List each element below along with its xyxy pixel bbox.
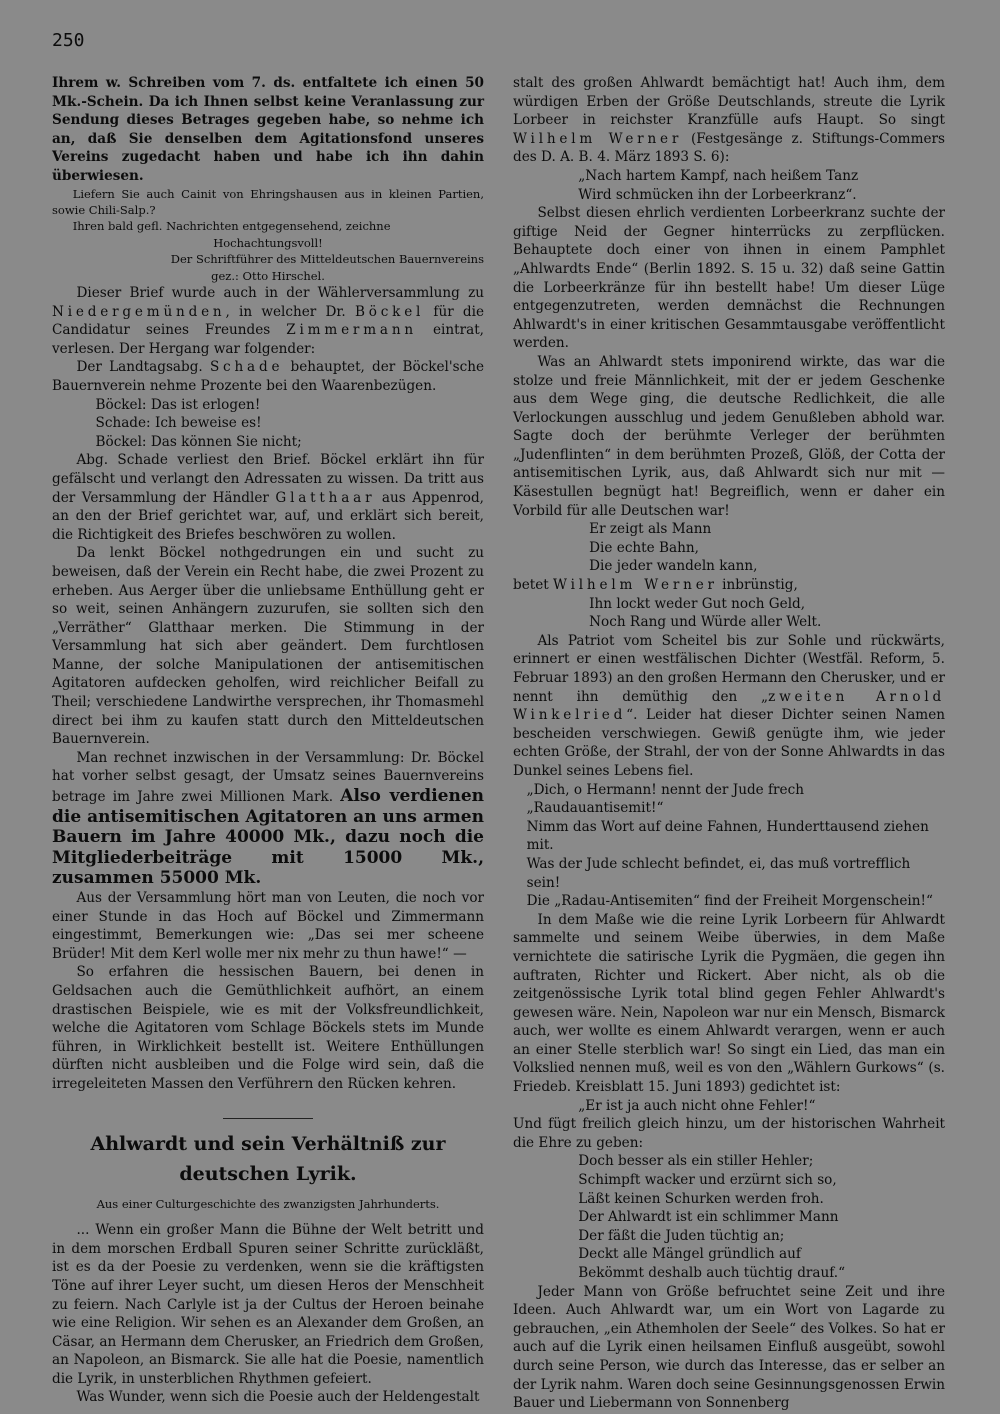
body-paragraph: Selbst diesen ehrlich verdienten Lorbeerkranz suchte der giftige Neid der Gegner hinterrücks zu zerpflücken. Behauptete doch einer von ihnen in einem Pamphlet „Ahlwardts Ende“ (Berlin 1892. S. 15 u. 32) daß seine Gattin die Lorbeerkränze für ihn bestellt habe! Um dieser Lüge entgegenzutreten, werden demnächst die Rechnungen Ahlwardt's in einer kritischen Gesammtausgabe veröffentlicht werden. — [513, 205, 945, 352]
article-subheading: Aus einer Culturgeschichte des zwanzigsten Jahrhunderts. — [96, 1196, 440, 1211]
article-heading: Ahlwardt und sein Verhältniß zur deutschen Lyrik. — [90, 1132, 446, 1185]
body-paragraph: Und fügt freilich gleich hinzu, um der historischen Wahrheit die Ehre zu geben: — [513, 1116, 945, 1151]
body-paragraph: stalt des großen Ahlwardt bemächtigt hat! Auch ihm, dem würdigen Erben der Größe Deutschlands, streute die Lyrik Lorbeer in reichster Kranzfülle aufs Haupt. So singt Wilhelm Werner (Festgesänge z. Stiftungs-Commers des D. A. B. 4. März 1893 S. 6): — [513, 75, 945, 166]
letter-bold-text: Ihrem w. Schreiben vom 7. ds. entfaltete ich einen 50 Mk.-Schein. Da ich Ihnen selbst keine Veranlassung zur Sendung dieses Betrages gegeben habe, so nehme ich an, daß Sie denselben dem Agitationsfond unseres Vereins zugedacht haben und habe ich ihn dahin überwiesen. — [52, 75, 484, 184]
body-paragraph: Abg. Schade verliest den Brief. Böckel erklärt ihn für gefälscht und verlangt den Adressaten zu wissen. Da tritt aus der Versammlung der Händler Glatthaar aus Appenrod, an den der Brief gerichtet war, auf, und erklärt sich bereit, die Richtigkeit des Briefes beschwören zu wollen. — [52, 452, 484, 543]
dialog-line: Böckel: Das ist erlogen! — [95, 396, 261, 413]
body-paragraph: Als Patriot vom Scheitel bis zur Sohle und rückwärts, erinnert er einen westfälischen Dichter (Westfäl. Reform, 5. Februar 1893) an den großen Hermann den Cherusker, und er nennt ihn demüthig den „zweiten Arnold Winkelried“. Leider hat dieser Dichter seinen Namen bescheiden verschwiegen. Gewiß genügte ihm, wie jeder echten Größe, der Strahl, der von der Sonne Ahlwardts in das Dunkel seines Lebens fiel. — [513, 632, 945, 779]
body-paragraph: Man rechnet inzwischen in der Versammlung: Dr. Böckel hat vorher selbst gesagt, der Umsatz seines Bauernvereins betrage im Jahre zwei Millionen Mark. Also verdienen die antisemitischen Agitatoren an uns armen Bauern im Jahre 40000 Mk., dazu noch die Mitgliederbeiträge mit 15000 Mk., zusammen 55000 Mk. — [52, 749, 484, 889]
letter-signature-name: gez.: Otto Hirschel. — [211, 268, 325, 283]
body-paragraph: ... Wenn ein großer Mann die Bühne der Welt betritt und in dem morschen Erdball Spuren seiner Schritte zurückläßt, ist es da der Poesie zu verdenken, wenn sie die kräftigsten Töne auf ihrer Leyer sucht, um diesen Heros der Menschheit zu feiern. Nach Carlyle ist ja der Cultus der Heroen beinahe wie eine Religion. Wir sehen es an Alexander dem Großen, an Cäsar, an Hermann dem Cherusker, an Friedrich dem Großen, an Napoleon, an Bismarck. Sie alle hat die Poesie, namentlich die Lyrik, in unsterblichen Rhythmen gefeiert. — [52, 1222, 484, 1387]
dialog-line: Schade: Ich beweise es! — [95, 415, 262, 432]
body-paragraph: Was an Ahlwardt stets imponirend wirkte, das war die stolze und freie Männlichkeit, mit der er jedem Geschenke aus dem Wege ging, die deutsche Redlichkeit, die alle Verlockungen ausschlug und jedem Genußleben abhold war. Sagte doch der berühmte Verleger der berühmten „Judenflinten“ in dem berühmten Prozeß, Glöß, der Cotta der antisemitischen Lyrik, aus, daß Ahlwardt sich nur mit — Käsestullen begnügt hat! Begreiflich, wenn er daher ein Vorbild für alle Deutschen war! — [513, 353, 945, 519]
verse-quote: Doch besser als ein stiller Hehler; Schimpft wacker und erzürnt sich so, Läßt keinen Schurken werden froh. — [578, 1153, 837, 1207]
verse-quote: „Dich, o Hermann! nennt der Jude frech „Raudauantisemit!“ Nimm das Wort auf deine Fahnen, Hunderttausend ziehen mit. Was der Jude schlecht befindet, ei, das muß vortrefflich sein! Die „Radau-Antisemiten“ find der Freiheit Morgenschein!“ — [526, 781, 933, 910]
body-paragraph: So erfahren die hessischen Bauern, bei denen in Geldsachen auch die Gemüthlichkeit aufhört, an einem drastischen Beispiele, wie es mit der Volksfreundlichkeit, welche die Agitatoren vom Schlage Böckels stets im Munde führen, in Wirklichkeit bestellt ist. Weitere Enthüllungen dürften nicht ausbleiben und die Folge wird sein, daß die irregeleiteten Massen den Verführern den Rücken kehren. — [52, 964, 484, 1092]
page-number: 250 — [52, 30, 85, 51]
body-paragraph: Der Landtagsabg. Schade behauptet, der Böckel'sche Bauernverein nehme Prozente bei den Waarenbezügen. — [52, 359, 485, 394]
body-paragraph: In dem Maße wie die reine Lyrik Lorbeern für Ahlwardt sammelte und seinem Weibe überwies, in dem Maße vernichtete die satirische Lyrik die Pygmäen, die gegen ihn auftraten, Richter und Rickert. Aber nicht, als ob die zeitgenössische Lyrik total blind gegen Fehler Ahlwardt's gewesen wäre. Nein, Napoleon war nur ein Mensch, Bismarck auch, wer wollte es einem Ahlwardt verargen, wenn er auch an einer Stelle sterblich war! So singt ein Lied, das man ein Volkslied nennen muß, weil es von den „Wählern Gurkows“ (s. Friedeb. Kreisblatt 15. Juni 1893) gedichtet ist: — [513, 911, 945, 1096]
right-column — [513, 74, 945, 1413]
verse-quote: „Nach hartem Kampf, nach heißem Tanz Wird schmücken ihn der Lorbeerkranz“. — [578, 167, 859, 203]
verse-quote: Ihn lockt weder Gut noch Geld, Noch Rang und Würde aller Welt. — [589, 595, 822, 631]
body-paragraph: Was Wunder, wenn sich die Poesie auch der Heldengestalt — [76, 1389, 480, 1406]
body-paragraph: Aus der Versammlung hört man von Leuten, die noch vor einer Stunde in das Hoch auf Böckel und Zimmermann eingestimmt, Bemerkungen wie: „Das sei mer scheene Brüder! Mit dem Kerl wolle mer nix mehr zu thun hawe!“ — — [52, 890, 484, 962]
left-column — [52, 74, 484, 1407]
section-divider — [223, 1118, 313, 1119]
body-paragraph: Jeder Mann von Größe befruchtet seine Zeit und ihre Ideen. Auch Ahlwardt war, um ein Wort von Lagarde zu gebrauchen, „ein Athemholen der Seele“ des Volkes. So hat er auch auf die Lyrik einen heilsamen Einfluß ausgeübt, sowohl durch seine Person, wie durch das Interesse, das er selber an der Lyrik nahm. Waren doch seine Gesinnungsgenossen Erwin Bauer und Liebermann von Sonnenberg — [513, 1283, 946, 1412]
letter-closing: Hochachtungsvoll! — [213, 235, 323, 250]
letter-paragraph: Liefern Sie auch Cainit von Ehringshausen aus in kleinen Partien, sowie Chili-Salp.? — [52, 186, 484, 217]
verse-quote: „Er ist ja auch nicht ohne Fehler!“ — [578, 1097, 816, 1114]
body-paragraph: betet Wilhelm Werner inbrünstig, — [513, 577, 798, 594]
verse-quote: Der Ahlwardt ist ein schlimmer Mann Der fäßt die Juden tüchtig an; Deckt alle Mängel gründlich auf Bekömmt deshalb auch tüchtig drauf.“ — [578, 1209, 846, 1281]
body-paragraph: Da lenkt Böckel nothgedrungen ein und sucht zu beweisen, daß der Verein ein Recht habe, die zwei Prozent zu erheben. Aus Aerger über die unliebsame Enthüllung geht er so weit, seinen Anhängern zuzurufen, sie sollten sich den „Verräther“ Glatthaar merken. Die Stimmung in der Versammlung hat sich aber geändert. Dem furchtlosen Manne, der solche Manipulationen der antisemitischen Agitatoren aufdecken geholfen, wird reichlicher Beifall zu Theil; verschiedene Landwirthe versprechen, ihr Thomasmehl direct bei ihm zu kaufen statt durch den Mitteldeutschen Bauernverein. — [52, 545, 484, 748]
verse-quote: Er zeigt als Mann Die echte Bahn, Die jeder wandeln kann, — [589, 521, 758, 575]
letter-signature: Der Schriftführer des Mitteldeutschen Bauernvereins — [170, 252, 484, 267]
dialog-line: Böckel: Das können Sie nicht; — [95, 433, 302, 450]
body-paragraph: Dieser Brief wurde auch in der Wählerversammlung zu Niedergemünden, in welcher Dr. Böckel für die Candidatur seines Freundes Zimmermann eintrat, verlesen. Der Hergang war folgender: — [52, 285, 484, 357]
emphasis-text: Also verdienen die antisemitischen Agitatoren an uns armen Bauern im Jahre 40000 Mk., dazu noch die Mitgliederbeiträge mit 15000 Mk., zusammen 55000 Mk. — [52, 786, 484, 889]
letter-paragraph: Ihren bald gefl. Nachrichten entgegensehend, zeichne — [72, 219, 391, 234]
